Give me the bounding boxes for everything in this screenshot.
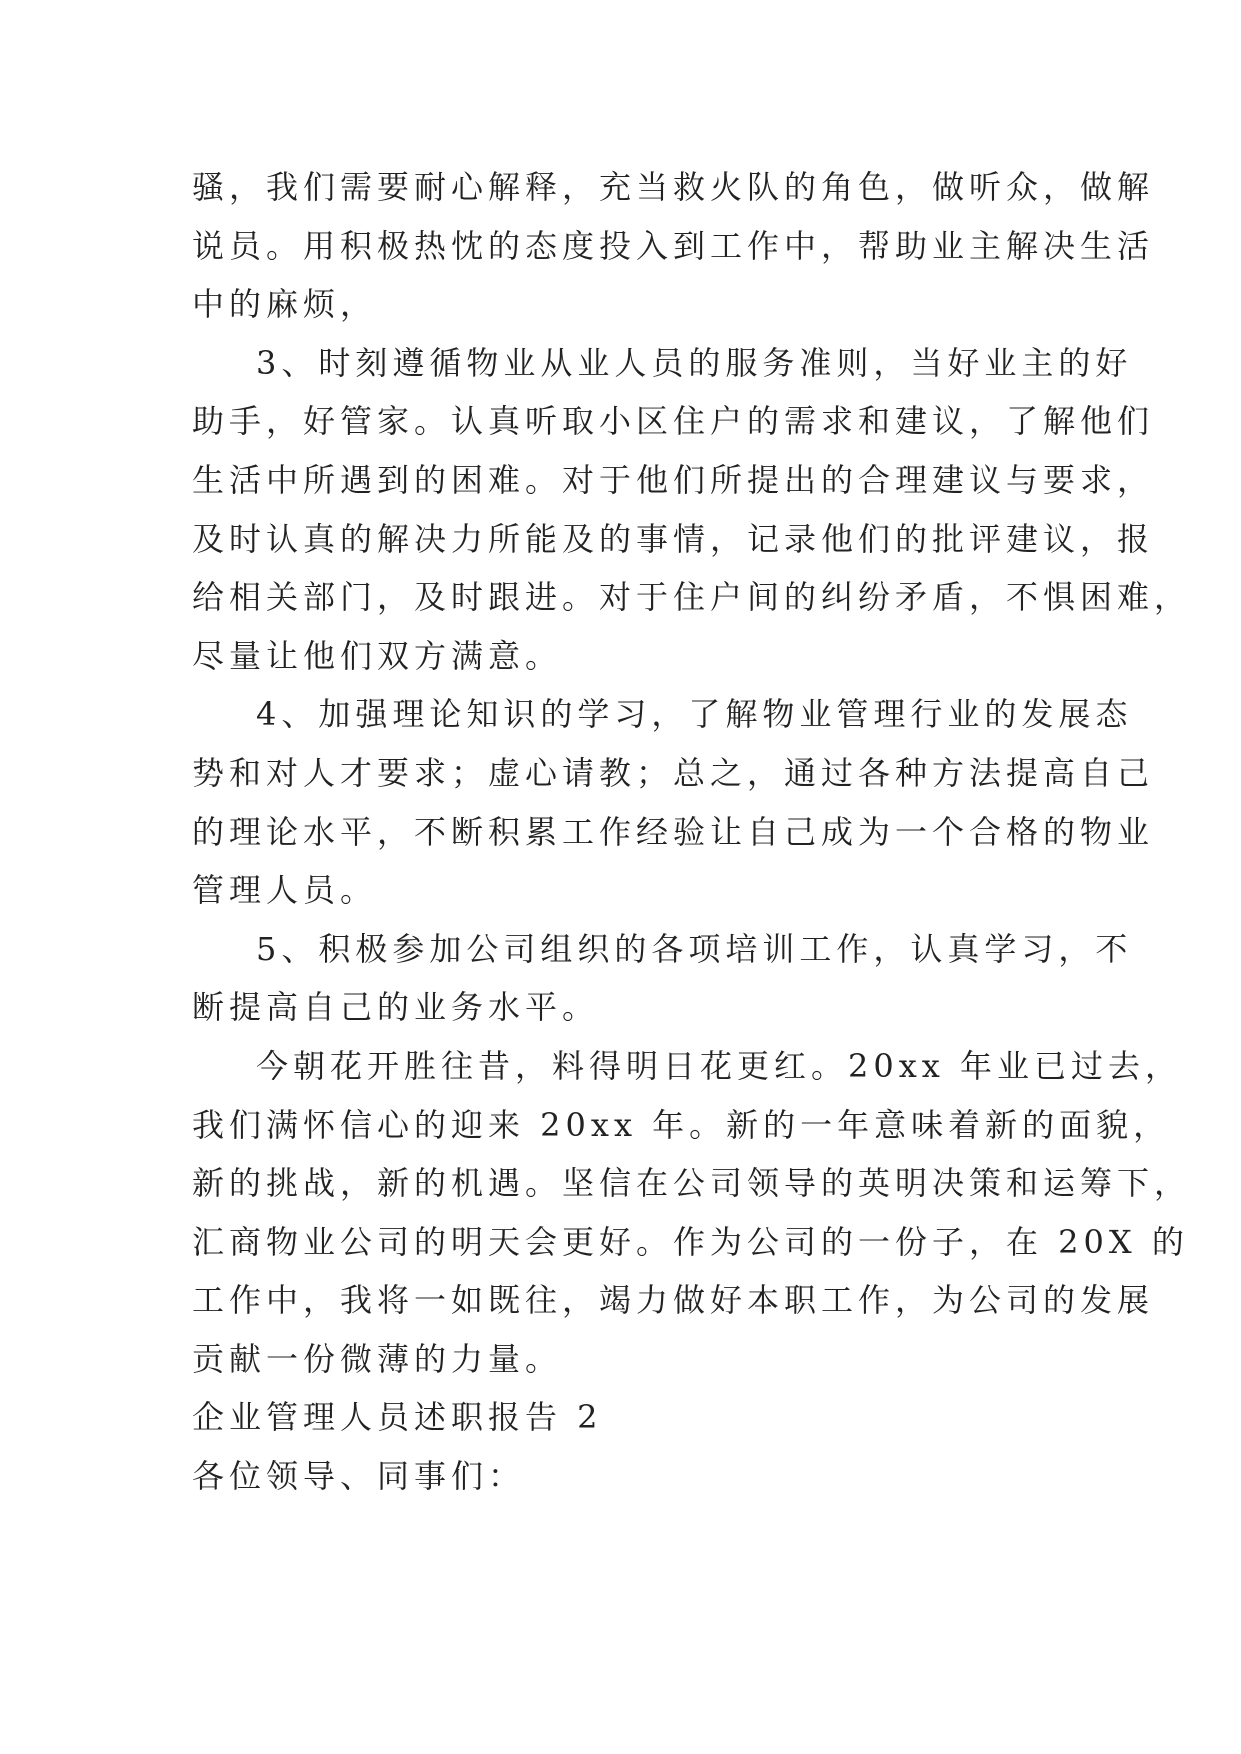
text-line: 管理人员。: [192, 871, 378, 910]
salutation: 各位领导、同事们：: [192, 1457, 526, 1496]
text-line: 中的麻烦，: [192, 285, 378, 324]
text-line: 势和对人才要求；虚心请教；总之，通过各种方法提高自己: [192, 753, 1155, 792]
text-line: 及时认真的解决力所能及的事情，记录他们的批评建议，报: [192, 519, 1155, 558]
text-line: 汇商物业公司的明天会更好。作为公司的一份子，在 20X 的: [192, 1222, 1189, 1261]
text-line: 我们满怀信心的迎来 20xx 年。新的一年意味着新的面貌，: [192, 1105, 1171, 1144]
text-line: 生活中所遇到的困难。对于他们所提出的合理建议与要求，: [192, 460, 1155, 499]
text-line: 骚，我们需要耐心解释，充当救火队的角色，做听众，做解: [192, 168, 1155, 206]
section-heading: 企业管理人员述职报告 2: [192, 1398, 603, 1437]
paragraph-5-first-line: 5、积极参加公司组织的各项培训工作，认真学习，不: [256, 929, 1133, 968]
text-line: 工作中，我将一如既往，竭力做好本职工作，为公司的发展: [192, 1281, 1155, 1320]
paragraph-4-first-line: 4、加强理论知识的学习，了解物业管理行业的发展态: [256, 695, 1133, 734]
document-body: [192, 158, 1192, 1506]
text-line: 助手，好管家。认真听取小区住户的需求和建议，了解他们: [192, 402, 1155, 441]
text-line: 断提高自己的业务水平。: [192, 988, 600, 1027]
text-line: 尽量让他们双方满意。: [192, 636, 563, 675]
text-line: 的理论水平，不断积累工作经验让自己成为一个合格的物业: [192, 812, 1155, 851]
text-line: 贡献一份微薄的力量。: [192, 1339, 563, 1378]
closing-paragraph-first-line: 今朝花开胜往昔，料得明日花更红。20xx 年业已过去，: [256, 1046, 1182, 1085]
paragraph-3-first-line: 3、时刻遵循物业从业人员的服务准则，当好业主的好: [256, 343, 1133, 382]
text-line: 说员。用积极热忱的态度投入到工作中，帮助业主解决生活: [192, 226, 1155, 265]
text-line: 新的挑战，新的机遇。坚信在公司领导的英明决策和运筹下，: [192, 1164, 1192, 1203]
text-line: 给相关部门，及时跟进。对于住户间的纠纷矛盾，不惧困难，: [192, 578, 1192, 617]
